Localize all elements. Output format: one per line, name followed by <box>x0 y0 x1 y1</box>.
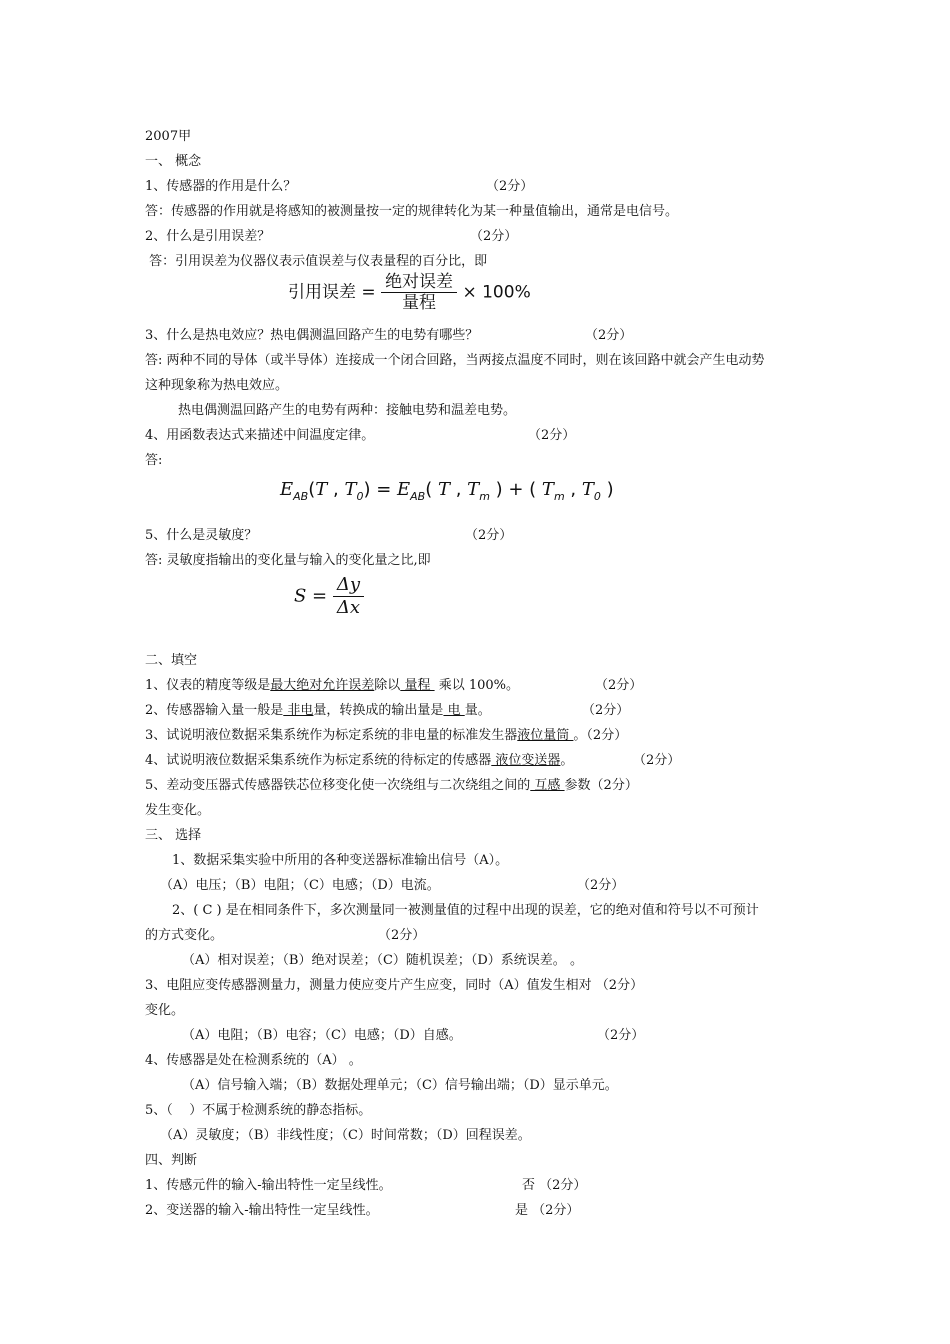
formula-fraction <box>381 272 457 313</box>
s1-q5: 5、什么是灵敏度？ <box>145 528 258 543</box>
section-3-heading: 三、 选择 <box>145 828 202 843</box>
s1-q3: 3、什么是热电效应？热电偶测温回路产生的电势有哪些？ <box>145 328 479 343</box>
s2-line4-score: （2分） <box>633 753 681 768</box>
s4-q2: 2、变送器的输入-输出特性一定呈线性。 <box>145 1203 379 1218</box>
s3-q4-options: （A）信号输入端；（B）数据处理单元；（C）信号输出端；（D）显示单元。 <box>182 1078 618 1093</box>
s3-q2-options: （A）相对误差；（B）绝对误差；（C）随机误差；（D）系统误差。 。 <box>182 953 583 968</box>
s1-q4: 4、用函数表达式来描述中间温度定律。 <box>145 428 375 443</box>
formula-lhs: S = <box>294 585 328 607</box>
formula-denominator: 量程 <box>402 293 437 313</box>
s2-line2-score: （2分） <box>582 703 630 718</box>
s2-line3: 3、试说明液位数据采集系统作为标定系统的非电量的标准发生器液位量筒 。（2分） <box>145 728 628 743</box>
s1-q2: 2、什么是引用误差？ <box>145 229 271 244</box>
s1-q4-score: （2分） <box>528 428 576 443</box>
s4-q1: 1、传感元件的输入-输出特性一定呈线性。 <box>145 1178 392 1193</box>
s3-q5: 5、（ ）不属于检测系统的静态指标。 <box>145 1103 372 1118</box>
s1-a1: 答：传感器的作用就是将感知的被测量按一定的规律转化为某一种量值输出，通常是电信号。 <box>145 204 679 219</box>
s3-q2-cont: 的方式变化。 <box>145 928 224 943</box>
formula-intermediate-temperature: $E_{AB}(T$ , $T_0) = E_{AB}$( T , $T_m$ ) + ( $T_m$ , $T_0$ ) <box>280 479 614 503</box>
s1-a4: 答: <box>145 453 163 468</box>
s1-q2-score: （2分） <box>470 229 518 244</box>
s1-q1-score: （2分） <box>486 179 534 194</box>
s1-q1: 1、传感器的作用是什么？ <box>145 179 297 194</box>
s3-q1-options: （A）电压；（B）电阻；（C）电感；（D）电流。 <box>160 878 440 893</box>
s1-q3-score: （2分） <box>585 328 633 343</box>
formula-numerator: Δy <box>333 574 364 597</box>
s2-line2: 2、传感器输入量一般是 非电量，转换成的输出量是 电 量。 <box>145 703 491 718</box>
section-4-heading: 四、判断 <box>145 1153 198 1168</box>
s3-q2-score: （2分） <box>378 928 426 943</box>
s3-q3-options: （A）电阻；（B）电容；（C）电感；（D）自感。 <box>182 1028 462 1043</box>
s1-a2: 答：引用误差为仪器仪表示值误差与仪表量程的百分比，即 <box>145 254 488 269</box>
section-2-heading: 二、填空 <box>145 653 198 668</box>
formula-numerator: 绝对误差 <box>381 272 457 293</box>
s3-q1: 1、数据采集实验中所用的各种变送器标准输出信号（A）。 <box>172 853 509 868</box>
s3-q3-score: （2分） <box>597 1028 645 1043</box>
formula-sensitivity <box>294 574 364 619</box>
formula-reference-error <box>288 272 531 313</box>
s3-q1-score: （2分） <box>577 878 625 893</box>
s1-a3-line3: 热电偶测温回路产生的电势有两种：接触电势和温差电势。 <box>178 403 517 418</box>
s2-line4: 4、试说明液位数据采集系统作为标定系统的待标定的传感器 液位变送器。 <box>145 753 574 768</box>
s2-line1: 1、仪表的精度等级是最大绝对允许误差除以 量程 乘以 100%。 <box>145 678 520 693</box>
s1-a5: 答: 灵敏度指输出的变化量与输入的变化量之比,即 <box>145 553 431 568</box>
s3-q3: 3、电阻应变传感器测量力，测量力使应变片产生应变，同时（A）值发生相对 （2分） <box>145 978 644 993</box>
s1-a3-line1: 答: 两种不同的导体（或半导体）连接成一个闭合回路，当两接点温度不同时，则在该回路中就会产生电动势 <box>145 353 765 368</box>
s1-a3-line2: 这种现象称为热电效应。 <box>145 378 289 393</box>
s4-q1-answer: 否 （2分） <box>522 1178 587 1193</box>
s2-line5: 5、差动变压器式传感器铁芯位移变化使一次绕组与二次绕组之间的 互感 参数（2分） <box>145 778 638 793</box>
s1-q5-score: （2分） <box>465 528 513 543</box>
formula-lhs: 引用误差 = <box>288 282 376 303</box>
formula-fraction <box>333 574 364 619</box>
s4-q2-answer: 是 （2分） <box>515 1203 580 1218</box>
s3-q3-cont: 变化。 <box>145 1003 185 1018</box>
s2-line1-score: （2分） <box>595 678 643 693</box>
formula-rhs: × 100% <box>462 282 531 303</box>
s2-line5-cont: 发生变化。 <box>145 803 211 818</box>
formula-denominator: Δx <box>336 597 361 618</box>
s3-q2: 2、( C ) 是在相同条件下，多次测量同一被测量值的过程中出现的误差，它的绝对值和符号以不可预计 <box>172 903 759 918</box>
doc-title: 2007甲 <box>145 129 192 144</box>
section-1-heading: 一、 概念 <box>145 154 202 169</box>
s3-q5-options: （A）灵敏度；（B）非线性度；（C）时间常数；（D）回程误差。 <box>160 1128 531 1143</box>
s3-q4: 4、传感器是处在检测系统的（A） 。 <box>145 1053 362 1068</box>
